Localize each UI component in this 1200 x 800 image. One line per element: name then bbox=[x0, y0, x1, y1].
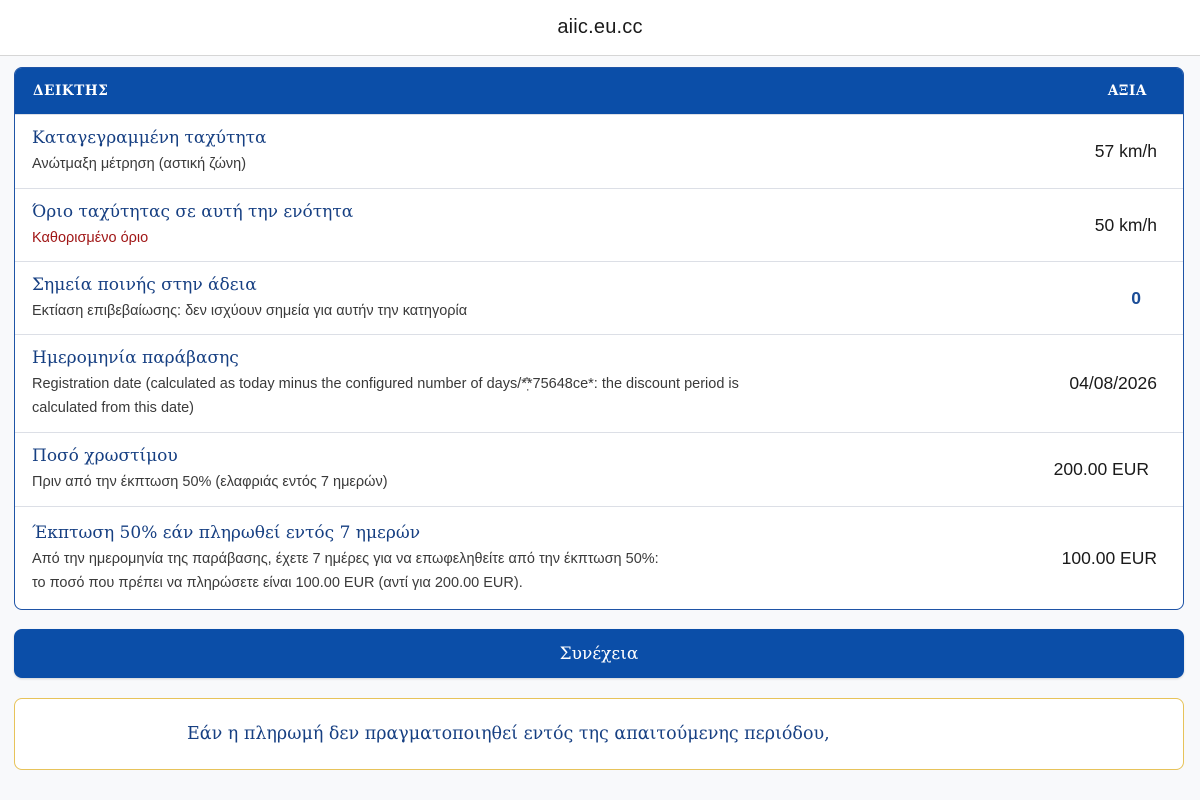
row-title: Όριο ταχύτητας σε αυτή την ενότητα bbox=[32, 201, 354, 222]
table-row-discount bbox=[15, 506, 1183, 609]
row-value: 100.00 EUR bbox=[1061, 547, 1157, 568]
header-value-label: ΑΞΙΑ bbox=[1107, 83, 1147, 99]
page-content bbox=[0, 56, 1200, 800]
notice-text: Εάν η πληρωμή δεν πραγματοποιηθεί εντός της απαιτούμενης περιόδου, bbox=[187, 724, 830, 744]
row-title: Έκπτωση 50% εάν πληρωθεί εντός 7 ημερών bbox=[32, 522, 421, 543]
row-subtitle: Ανώτμαξη μέτρηση (αστική ζώνη) bbox=[32, 156, 247, 172]
row-subtitle: Καθορισμένο όριο bbox=[32, 229, 149, 246]
row-value: 50 km/h bbox=[1094, 214, 1157, 235]
url-text[interactable]: aiic.eu.cc bbox=[557, 16, 643, 38]
header-indicator-label: ΔΕΙΚΤΗΣ bbox=[33, 83, 109, 99]
table-row-speed-limit bbox=[15, 188, 1183, 261]
table-row-violation-date bbox=[15, 334, 1183, 432]
fine-details-table bbox=[14, 67, 1184, 610]
row-title: Σημεία ποινής στην άδεια bbox=[32, 274, 257, 295]
row-subtitle: Registration date (calculated as today minus the configured number of days/*̂*̣75648ce*: the discount period is calculated from this date) bbox=[32, 376, 739, 416]
row-text bbox=[32, 522, 1062, 595]
row-text bbox=[32, 445, 1054, 494]
row-value: 04/08/2026 bbox=[1069, 373, 1157, 393]
row-text bbox=[32, 201, 1095, 250]
row-text bbox=[32, 347, 1069, 420]
row-text bbox=[32, 274, 1131, 323]
row-subtitle-line-2: το ποσό που πρέπει να πληρώσετε είναι 100.00 EUR (αντί για 200.00 EUR). bbox=[32, 574, 523, 591]
table-row-recorded-speed bbox=[15, 114, 1183, 188]
row-value: 200.00 EUR bbox=[1053, 459, 1149, 479]
continue-button[interactable]: Συνέχεια bbox=[14, 629, 1184, 678]
table-row-amount-due bbox=[15, 432, 1183, 506]
row-value: 0 bbox=[1131, 287, 1141, 308]
row-value: 57 km/h bbox=[1094, 141, 1157, 161]
payment-notice bbox=[14, 698, 1184, 770]
row-subtitle bbox=[32, 547, 1062, 595]
table-row-penalty-points bbox=[15, 261, 1183, 334]
row-title: Ημερομηνία παράβασης bbox=[32, 348, 239, 368]
row-subtitle: Εκτίαση επιβεβαίωσης: δεν ισχύουν σημεία για αυτήν την κατηγορία bbox=[32, 302, 468, 319]
browser-address-bar bbox=[0, 0, 1200, 56]
row-subtitle-line-1: Από την ημερομηνία της παράβασης, έχετε 7 ημέρες για να επωφεληθείτε από την έκπτωση 50%: bbox=[32, 550, 659, 567]
row-subtitle: Πριν από την έκπτωση 50% (ελαφριάς εντός 7 ημερών) bbox=[32, 474, 388, 490]
row-text bbox=[32, 127, 1095, 176]
table-header bbox=[15, 68, 1183, 114]
row-title: Καταγεγραμμένη ταχύτητα bbox=[32, 128, 267, 148]
row-title: Ποσό χρωστίμου bbox=[32, 446, 178, 466]
